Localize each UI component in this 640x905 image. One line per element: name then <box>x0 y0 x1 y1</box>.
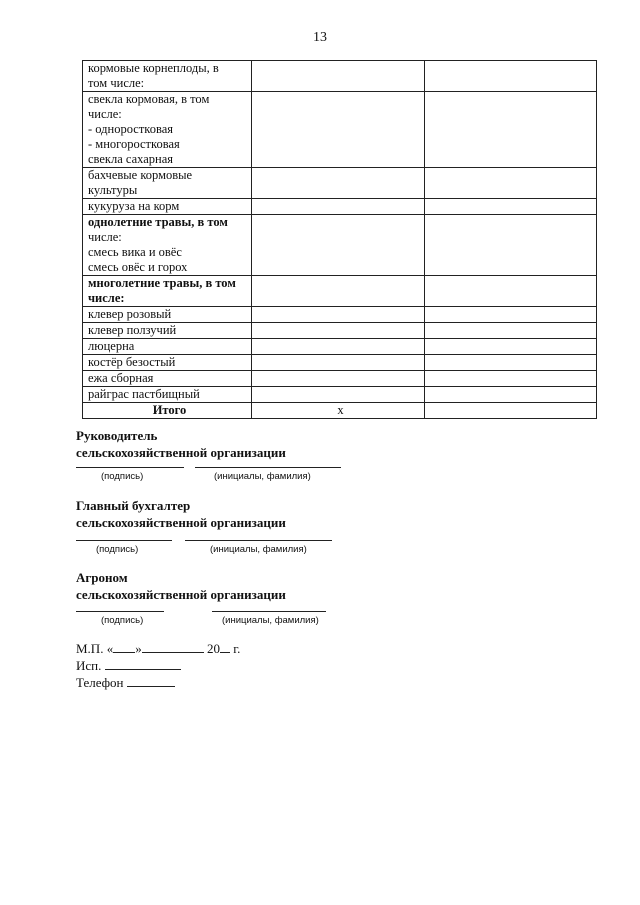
value-cell-2[interactable] <box>425 323 597 339</box>
table-row <box>83 323 597 339</box>
crop-name-cell <box>83 371 252 387</box>
crop-name-cell <box>83 387 252 403</box>
value-cell-1[interactable] <box>252 339 425 355</box>
crop-name-line: кукуруза на корм <box>88 199 180 213</box>
crop-name-cell <box>83 215 252 276</box>
table-row <box>83 371 597 387</box>
crop-name-cell <box>83 199 252 215</box>
head-signature-caption: (подпись) <box>101 471 144 482</box>
head-title-line-2: сельскохозяйственной организации <box>76 445 286 460</box>
table-row <box>83 61 597 92</box>
crop-name-line: том числе: <box>88 76 145 90</box>
value-cell-2[interactable] <box>425 215 597 276</box>
crop-name-line: клевер ползучий <box>88 323 177 337</box>
crop-name-line: - одноростковая <box>88 122 174 136</box>
table-row <box>83 199 597 215</box>
executor-blank[interactable] <box>105 657 181 670</box>
value-cell-1[interactable] <box>252 199 425 215</box>
total-row <box>83 403 597 419</box>
head-initials-caption: (инициалы, фамилия) <box>214 471 311 482</box>
value-cell-2[interactable] <box>425 199 597 215</box>
value-cell-1[interactable] <box>252 307 425 323</box>
phone-blank[interactable] <box>127 674 175 687</box>
crop-name-cell <box>83 323 252 339</box>
table-row <box>83 387 597 403</box>
table-row <box>83 339 597 355</box>
value-cell-2[interactable] <box>425 355 597 371</box>
crop-name-line: числе: <box>88 291 125 305</box>
value-cell-2[interactable] <box>425 371 597 387</box>
crop-name-line: числе: <box>88 230 122 244</box>
crop-name-line: бахчевые кормовые <box>88 168 193 182</box>
crop-name-line: ежа сборная <box>88 371 154 385</box>
value-cell-1[interactable] <box>252 276 425 307</box>
agronomist-signature-caption: (подпись) <box>101 615 144 626</box>
phone-label: Телефон <box>76 675 124 690</box>
value-cell-1[interactable] <box>252 355 425 371</box>
value-cell-2[interactable] <box>425 92 597 168</box>
crop-name-line: костёр безостый <box>88 355 176 369</box>
crop-name-cell <box>83 339 252 355</box>
agronomist-signature-block <box>76 569 286 603</box>
head-signature-block <box>76 427 286 461</box>
accountant-initials-caption: (инициалы, фамилия) <box>210 544 307 555</box>
value-cell-1[interactable] <box>252 168 425 199</box>
head-title-line-1: Руководитель <box>76 428 158 443</box>
accountant-signature-caption: (подпись) <box>96 544 139 555</box>
total-label: Итого <box>83 403 252 419</box>
accountant-signature-block <box>76 497 286 531</box>
agronomist-initials-caption: (инициалы, фамилия) <box>222 615 319 626</box>
crop-name-cell <box>83 168 252 199</box>
crop-name-line: люцерна <box>88 339 135 353</box>
year-prefix: 20 <box>206 641 220 656</box>
agronomist-title <box>76 569 286 603</box>
crop-name-line: - многоростковая <box>88 137 180 151</box>
crop-name-line: однолетние травы, в том <box>88 215 228 229</box>
crop-name-line: клевер розовый <box>88 307 172 321</box>
value-cell-1[interactable] <box>252 92 425 168</box>
head-title <box>76 427 286 461</box>
day-blank[interactable] <box>113 640 135 653</box>
crop-name-line: райграс пастбищный <box>88 387 200 401</box>
crop-name-line: кормовые корнеплоды, в <box>88 61 219 75</box>
crop-name-line: числе: <box>88 107 122 121</box>
page-number: 13 <box>313 30 327 45</box>
value-cell-2[interactable] <box>425 61 597 92</box>
quote-close: » <box>135 641 142 656</box>
agronomist-initials-line[interactable] <box>212 611 326 612</box>
head-initials-line[interactable] <box>195 467 341 468</box>
stamp-label: М.П. « <box>76 641 114 656</box>
table-row <box>83 355 597 371</box>
value-cell-2[interactable] <box>425 168 597 199</box>
year-blank[interactable] <box>220 640 230 653</box>
table-body <box>83 61 597 403</box>
value-cell-1[interactable] <box>252 387 425 403</box>
crop-name-line: культуры <box>88 183 138 197</box>
table-row <box>83 276 597 307</box>
table-row <box>83 307 597 323</box>
crop-name-line: свекла кормовая, в том <box>88 92 210 106</box>
value-cell-2[interactable] <box>425 276 597 307</box>
value-cell-2[interactable] <box>425 387 597 403</box>
document-footer <box>76 640 240 691</box>
month-blank[interactable] <box>142 640 204 653</box>
crop-name-cell <box>83 61 252 92</box>
total-mark: х <box>252 403 425 419</box>
table-row <box>83 168 597 199</box>
table-row <box>83 215 597 276</box>
crop-name-line: смесь вика и овёс <box>88 245 182 259</box>
value-cell-2[interactable] <box>425 307 597 323</box>
crop-name-cell <box>83 355 252 371</box>
agronomist-title-line-1: Агроном <box>76 570 128 585</box>
value-cell-1[interactable] <box>252 323 425 339</box>
accountant-title-line-1: Главный бухгалтер <box>76 498 191 513</box>
executor-line <box>76 657 240 674</box>
value-cell-2[interactable] <box>425 339 597 355</box>
crop-name-cell <box>83 92 252 168</box>
crop-name-line: свекла сахарная <box>88 152 174 166</box>
value-cell-1[interactable] <box>252 61 425 92</box>
value-cell-1[interactable] <box>252 371 425 387</box>
head-signature-line[interactable] <box>76 467 184 468</box>
accountant-signature-line[interactable] <box>76 540 172 541</box>
accountant-title <box>76 497 286 531</box>
accountant-title-line-2: сельскохозяйственной организации <box>76 515 286 530</box>
value-cell-1[interactable] <box>252 215 425 276</box>
executor-label: Исп. <box>76 658 102 673</box>
crop-table <box>82 60 597 419</box>
total-value-cell[interactable] <box>425 403 597 419</box>
agronomist-title-line-2: сельскохозяйственной организации <box>76 587 286 602</box>
stamp-date-line <box>76 640 240 657</box>
phone-line <box>76 674 240 691</box>
crop-name-cell <box>83 307 252 323</box>
crop-name-cell <box>83 276 252 307</box>
agronomist-signature-line[interactable] <box>76 611 164 612</box>
crop-name-line: многолетние травы, в том <box>88 276 236 290</box>
accountant-initials-line[interactable] <box>185 540 332 541</box>
table-row <box>83 92 597 168</box>
crop-name-line: смесь овёс и горох <box>88 260 188 274</box>
year-suffix: г. <box>229 641 241 656</box>
